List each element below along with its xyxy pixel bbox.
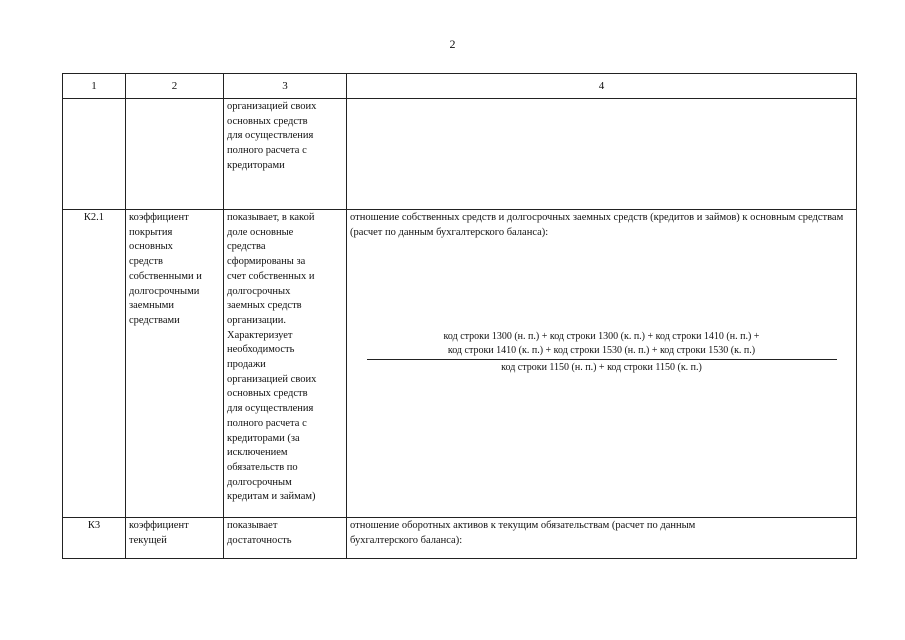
table-row: [63, 210, 857, 518]
formula-numerator-line-1: код строки 1300 (н. п.) + код строки 1300 (к. п.) + код строки 1410 (н. п.) +: [443, 331, 760, 343]
row-description: организацией своих основных средств для осуществления полного расчета с кредиторами: [224, 99, 347, 210]
formula-denominator: код строки 1150 (н. п.) + код строки 1150 (к. п.): [501, 362, 702, 374]
row-calculation: отношение оборотных активов к текущим обязательствам (расчет по данным бухгалтерского баланса):: [347, 518, 857, 559]
row-description: показывает, в какой доле основные средства сформированы за счет собственных и долгосрочных заемных средств организации. Характеризует необходимость продажи организацией своих основных средств для осуществления полного расчета с кредиторами (за исключением обязательств по долгосрочным кредитам и займам): [224, 210, 347, 518]
formula-fraction: [367, 330, 837, 375]
row-code: [63, 99, 126, 210]
row-name: [126, 99, 224, 210]
row-name: коэффициент покрытия основных средств собственными и долгосрочными заемными средствами: [126, 210, 224, 518]
formula-numerator: [367, 330, 837, 360]
header-cell-2: 2: [126, 74, 224, 99]
row-description: показывает достаточность: [224, 518, 347, 559]
table-header-row: [63, 74, 857, 99]
row-calculation: отношение собственных средств и долгосрочных заемных средств (кредитов и займов) к основным средствам (расчет по данным бухгалтерского баланса):: [350, 212, 844, 238]
row-code: К2.1: [63, 210, 126, 518]
table-row: [63, 99, 857, 210]
page-number: 2: [449, 37, 456, 51]
formula-numerator-line-2: код строки 1410 (к. п.) + код строки 1530 (н. п.) + код строки 1530 (к. п.): [447, 345, 756, 357]
coefficients-table: [62, 73, 857, 559]
row-code: К3: [63, 518, 126, 559]
row-name: коэффициент текущей: [126, 518, 224, 559]
header-cell-1: 1: [63, 74, 126, 99]
row-calculation: [347, 99, 857, 210]
table-row: [63, 518, 857, 559]
row-calculation-cell: [347, 210, 857, 518]
header-cell-3: 3: [224, 74, 347, 99]
header-cell-4: 4: [347, 74, 857, 99]
